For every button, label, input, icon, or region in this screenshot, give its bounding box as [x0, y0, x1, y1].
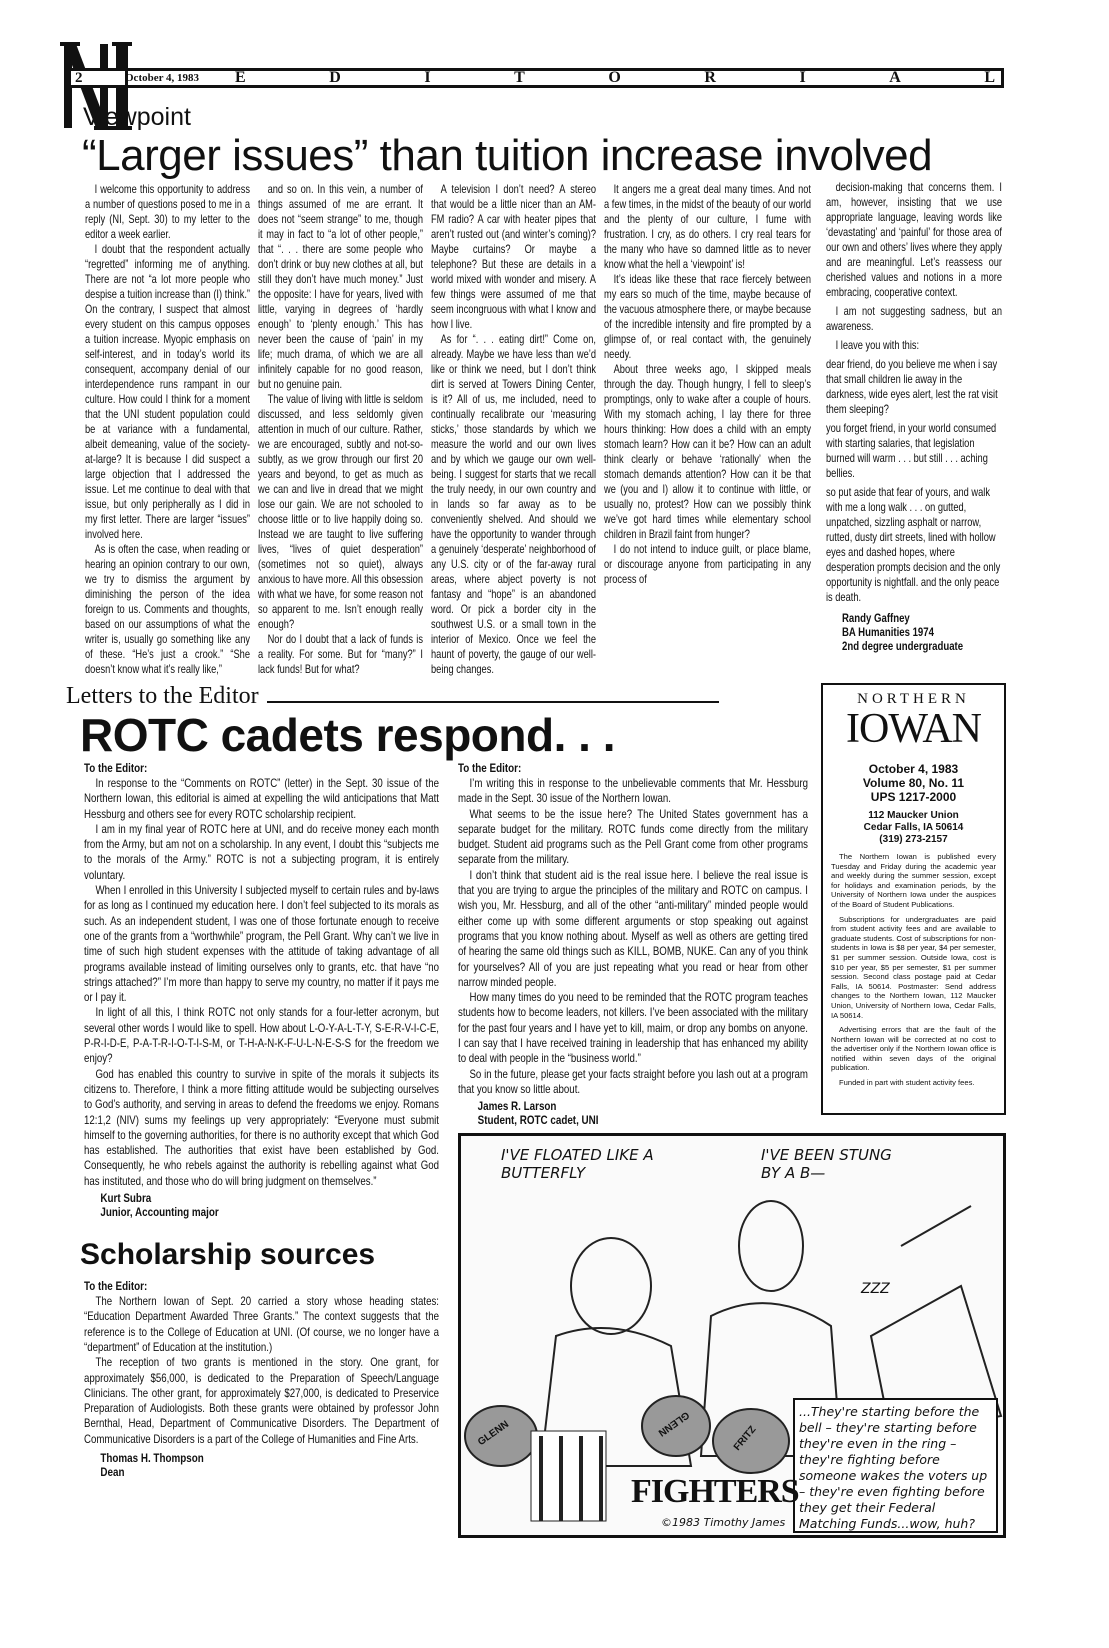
- letter-2: [458, 761, 808, 1127]
- paragraph: Advertising errors that are the fault of the Northern Iowan will be corrected at no cost to the advertiser only if the Northern Iowan office is notified within seven days of the original publication.: [831, 1025, 996, 1073]
- section-letter: I: [424, 69, 431, 86]
- salutation: To the Editor:: [458, 761, 522, 775]
- glove-label: FRITZ: [731, 1424, 759, 1454]
- paragraph: I doubt that the respondent actually “regretted” informing me of anything. There are not “a lot more people who despise a tuition increase than (I) think.” On the contrary, I suspect that almost every student on this campus opposes a tuition increase. Myopic emphasis on self-interest, and in today’s world its consequent, accompany denial of our interdependence runs rampant in our culture. How could I think for a moment that the UNI student population could be at variance with a fundamental, albeit demeaning, value of the society-at-large? It is because I did suspect a large objection that I addressed the issue. Let me continue to deal with that issue, but only peripherally as I did in my first letter. There are larger “issues” involved here.: [85, 243, 250, 541]
- paragraph: The Northern Iowan of Sept. 20 carried a story whose heading states: “Education Department Awarded Three Grants.” The context suggests that the reference is to the College of Education at UNI. (Of course, we no longer have a “department” of Education at the institution.): [84, 1294, 439, 1354]
- paragraph: A television I don’t need? A stereo that would be a little nicer than an AM-FM radio? A car with heater pipes that aren’t rusted out (and winter’s coming)? Maybe curtains? Or maybe a telephone? But these are details in a world mixed with wonder and misery. A few things were assumed of me that seem incongruous with what I know and how I live.: [431, 183, 596, 331]
- signature-name: James R. Larson: [477, 1099, 557, 1114]
- cartoon-caption: ...They're starting before the bell – they're starting before they're even in the ring – they're fighting before someone wakes the voters up – they're even fighting before they get their Federal Matching Funds...wow, huh?: [793, 1398, 998, 1533]
- paragraph: so put aside that fear of yours, and walk with me a long walk . . . on gutted, unpatched, sizzling asphalt or narrow, rutted, dusty dirt streets, lined with hollow eyes and dashed hopes, where desperation prompts decision and the only opportunity is nightfall. and the only peace is death.: [826, 486, 1001, 604]
- paragraph: God has enabled this country to survive in spite of the morals it subjects its citizens to. Therefore, I think a more fitting attitude would be subjecting ourselves to God’s authority, and serving in areas to defend the freedoms we enjoy. Romans 12:1,2 (NIV) sums my feelings up very appropriately: “Everyone must submit himself to the governing authorities, for there is no authority except that which God has established. The authorities that exist have been established by God. Consequently, he who rebels against the authority is rebelling against what God has instituted, and those who do will bring judgment on themselves.”: [84, 1066, 439, 1188]
- viewpoint-kicker: Viewpoint: [83, 103, 191, 131]
- paragraph: I don’t think that student aid is the real issue here. I believe the real issue is that you are trying to argue the principles of the military and ROTC on campus. I wish you, Mr. Hessburg, and all of the other “anti-military” minded people would either come up with some different arguments or stop speaking out against programs that you know nothing about. Myself as well as others are getting tired of hearing the same old things such as KILL, BOMB, NUKE. Can any of you think for yourselves? All of you are just repeating what you read or hear from other narrow minded people.: [458, 867, 808, 989]
- section-bar: [68, 68, 1004, 88]
- article-column-1: [85, 182, 250, 677]
- section-letter: I: [799, 69, 806, 86]
- page-body: [0, 182, 1109, 1538]
- signature-title: Junior, Accounting major: [100, 1205, 219, 1220]
- paragraph: When I enrolled in this University I subjected myself to certain rules and by-laws for as long as I continued my education here. I don’t feel subjected to its morals as such. As an independent student, I was one of those fortunate enough to receive one of the grants from a “worthwhile” program, the Pell Grant. Why can’t we live in time of such high student expenses with the attitude of taking advantage of all programs available instead of limiting ourselves only to grants, etc. that have “no strings attached?” I’m more than happy to serve my country, no matter if it pays me or I pay it.: [84, 883, 439, 1005]
- section-letter: A: [889, 69, 901, 86]
- masthead-box: [821, 683, 1006, 1115]
- section-name: [235, 69, 1001, 87]
- page-number: 2: [71, 71, 125, 85]
- section-letter: O: [608, 69, 621, 86]
- masthead-date: October 4, 1983: [868, 762, 959, 776]
- viewpoint-headline: “Larger issues” than tuition increase involved: [82, 131, 933, 180]
- speech-balloon-right: I'VE BEEN STUNG BY A B—: [761, 1146, 892, 1183]
- article-column-4: [604, 182, 811, 587]
- signature: [84, 1451, 439, 1479]
- article-column-2: [258, 182, 423, 677]
- article-column-3: [431, 182, 596, 677]
- salutation: To the Editor:: [84, 761, 148, 775]
- masthead-info: [831, 762, 996, 804]
- section-letter: E: [235, 69, 246, 86]
- glove-label: GLENN: [476, 1419, 511, 1449]
- masthead-fine-print: [831, 852, 996, 1088]
- paragraph: About three weeks ago, I skipped meals through the day. Though hungry, I fell to sleep’s promptings, only to wake after a couple of hours. With my stomach aching, I lay there for three hours thinking: How does a child with an empty stomach learn? How can it be? How can an adult think clearly or behave ‘rationally’ when the stomach demands attention? How can it be that we (you and I) allow it to continue with little, or usually no, protest? How can we possibly think we’ve got hard times while elementary school children in Brazil faint from hunger?: [604, 363, 811, 541]
- letters-right-column: [458, 691, 1006, 1538]
- paragraph: Nor do I doubt that a lack of funds is a reality. For some. But for “many?” I lack funds! But for what?: [258, 633, 423, 676]
- viewpoint-article: [85, 182, 1109, 677]
- paragraph: I do not intend to induce guilt, or place blame, or discourage anyone from participating in any process of: [604, 543, 811, 586]
- paragraph: and so on. In this vein, a number of things assumed of me are errant. It does not “seem strange” to me, though it may in fact to “a lot of other people,” that “. . . there are some people who don’t drink or buy new clothes at all, but still they don’t have much money.” Just the opposite: I have for years, lived with little, varying in degrees of ‘hardly enough’ to ‘plenty enough.’ This has never been the cause of ‘pain’ in my life; much drama, of which we are all infinitely capable for no good reason, but no genuine pain.: [258, 183, 423, 391]
- section-letter: L: [984, 69, 995, 86]
- letters-section-title: Letters to the Editor: [66, 683, 259, 709]
- paragraph: I’m writing this in response to the unbelievable comments that Mr. Hessburg made in the Sept. 30 issue of the Northern Iowan.: [458, 776, 808, 806]
- section-letter: R: [704, 69, 716, 86]
- paragraph: It angers me a great deal many times. And not a few times, in the midst of the beauty of our world and the plenty of our culture, I fume with frustration. I cry, as do others. I cry real tears for the many who have so damned little as to never know what the hell a ‘viewpoint’ is!: [604, 183, 811, 271]
- paragraph: Funded in part with student activity fees.: [839, 1078, 975, 1088]
- article-column-5: [826, 176, 1002, 653]
- editorial-cartoon: [458, 1133, 1006, 1538]
- divider: [267, 701, 719, 703]
- masthead-name-top: NORTHERN: [857, 691, 970, 707]
- paragraph: you forget friend, in your world consumed with starting salaries, that legislation burned will warm . . . but still . . . aching bellies.: [826, 422, 997, 480]
- scholarship-headline: Scholarship sources: [80, 1238, 376, 1272]
- glove-label: GLENN: [656, 1409, 691, 1439]
- paragraph: So in the future, please get your facts straight before you lash out at a program that you know so little about.: [458, 1066, 808, 1096]
- masthead-ups: UPS 1217-2000: [870, 790, 957, 804]
- paragraph: In light of all this, I think ROTC not only stands for a four-letter acronym, but several other words I would like to spell. How about L-O-Y-A-L-T-Y, S-E-R-V-I-C-E, P-R-I-D-E, P-A-T-R-I-O-T-I-S-M, or T-H-A-N-K-F-U-L-N-E-S-S for the freedom we enjoy?: [84, 1005, 439, 1066]
- paragraph: As for “. . . eating dirt!” Come on, already. Maybe we have less than we’d like or think we need, but I don’t think dirt is served at Towers Dining Center, is it? All of us, me included, need to continually recalibrate our ‘measuring sticks,’ those standards by which we measure the world and our own lives and by which we gauge our own well-being. I suggest for starts that we recall the truly needy, in our own country and in lands so far away as to be conveniently shelved. And should we have the opportunity to wander through a genuinely ‘desperate’ neighborhood of any U.S. city or of the far-away rural areas, where abject poverty is not fantasy and “hope” is an abandoned word. Or pick a border city in the southwest U.S. or a small town in the interior of Mexico. Once we feel the haunt of poverty, the gauge of our well-being changes.: [431, 333, 596, 676]
- snore-text: ZZZ: [861, 1281, 890, 1298]
- signature-name: Thomas H. Thompson: [100, 1450, 204, 1465]
- section-letter: D: [329, 69, 341, 86]
- rotc-headline: ROTC cadets respond. . .: [80, 709, 615, 761]
- letter-1: [84, 761, 439, 1219]
- paragraph: I am not suggesting sadness, but an awareness.: [826, 305, 1002, 333]
- paragraph: I leave you with this:: [835, 339, 920, 352]
- speech-balloon-left: I'VE FLOATED LIKE A BUTTERFLY: [501, 1146, 654, 1183]
- paragraph: What seems to be the issue here? The United States government has a separate budget for the military. ROTC funds come directly from the military budget. Student aid programs such as the Pell Grant come from other programs separate from the military.: [458, 806, 808, 867]
- paragraph: As is often the case, when reading or hearing an opinion contrary to our own, we try to dismiss the argument by diminishing the person of the idea foreign to us. Comments and thoughts, based on our assumptions of what the writer is, usually go something like any of these. “He’s just a crook.” “She doesn’t know what it’s really like,”: [85, 543, 250, 676]
- cartoon-credit: ©1983 Timothy James: [661, 1516, 786, 1530]
- salutation: To the Editor:: [84, 1279, 148, 1294]
- paragraph: The reception of two grants is mentioned in the story. One grant, for approximately $56,000, is dedicated to the Preparation of Speech/Language Clinicians. The other grant, for approximately $27,000, is dedicated to Preservice Preparation of Audiologists. Both these grants were obtained by professor John Bernthal, Head, Department of Communicative Disorders. The Department of Communicative Disorders is a part of the College of Humanities and Fine Arts.: [84, 1355, 439, 1446]
- paragraph: It’s ideas like these that race fiercely between my ears so much of the time, maybe because of the vacuous atmosphere there, or maybe because of the incredible intensity and fire prompted by a glimpse of, or real contact with, the genuinely needy.: [604, 273, 811, 361]
- paragraph: The value of living with little is seldom discussed, and less seldomly given attention in much of our culture. Rather, we are encouraged, subtly and not-so-subtly, as we grow through our first 20 years and beyond, to get as much as we can and live in dread that we might lose our gain. We are not schooled to choose little or to live happily doing so. Instead we are taught to live suffering lives, “lives of quiet desperation” (sometimes not so quiet), always anxious to have more. All this obsession with what we have, for some reason not so apparent to me. Isn’t enough really enough?: [258, 393, 423, 631]
- signature-name: Kurt Subra: [100, 1191, 152, 1206]
- letters-area: [66, 683, 1006, 1538]
- address-line: Cedar Falls, IA 50614: [863, 822, 964, 833]
- paragraph: decision-making that concerns them. I am, however, insisting that we use appropriate language, leaving words like ‘devastating’ and ‘painful’ for those area of our own and others’ lives where they apply and are meaningful. Let’s reassess our cherished values and notions in a more embracing, cooperative context.: [826, 181, 1002, 299]
- signature-title: Dean: [100, 1464, 125, 1479]
- paragraph: dear friend, do you believe me when i say that small children lie away in the darkness, wide eyes alert, lest the rat visit them sleeping?: [826, 358, 998, 416]
- letters-left-column: [80, 761, 439, 1479]
- signature-name: Randy Gaffney: [842, 611, 910, 625]
- masthead-name-bottom: IOWAN: [846, 706, 981, 752]
- scholarship-letter: [84, 1279, 439, 1479]
- signature-title: BA Humanities 1974: [842, 625, 934, 639]
- signature: [826, 611, 1002, 653]
- paragraph: The Northern Iowan is published every Tuesday and Friday during the academic year and weekly during the summer session, except for holidays and examination periods, by the University of Northern Iowa under the auspices of the Board of Student Publications.: [831, 852, 996, 909]
- signature: [458, 1099, 808, 1127]
- paragraph: How many times do you need to be reminded that the ROTC program teaches students how to become leaders, not killers. I’ve been associated with the military for the past four years and I have yet to kill, maim, or drop any bombs on anyone. I can say that I have received training in leadership that has enhanced my ability to deal with people in the “business world.”: [458, 990, 808, 1066]
- signature: [84, 1191, 439, 1219]
- signature-title: 2nd degree undergraduate: [842, 639, 964, 653]
- paragraph: I am in my final year of ROTC here at UNI, and do receive money each month from the Army, but am not on a scholarship. In any event, I doubt this “subjects me to the morals of the Army.” ROTC is not a subjecting program, it is entirely voluntary.: [84, 821, 439, 882]
- cartoon-title: FIGHTERS: [631, 1473, 799, 1511]
- address-line: 112 Maucker Union: [868, 810, 959, 821]
- issue-date: October 4, 1983: [125, 72, 200, 84]
- phone: (319) 273-2157: [879, 834, 948, 845]
- paragraph: In response to the “Comments on ROTC” (letter) in the Sept. 30 issue of the Northern Iowan, this editorial is aimed at expelling the wild anticipations that Matt Hessburg and others see for every ROTC scholarship recipient.: [84, 776, 439, 821]
- letters-section: [66, 683, 1109, 1538]
- masthead-address: [831, 810, 996, 846]
- paragraph: Subscriptions for undergraduates are paid from student activity fees and are available to graduate students. Cost of subscriptions for non-students in Iowa is $8 per year, $4 per semester, $1 per summer session. Outside Iowa, cost is $10 per year, $5 per semester, $1 per summer session. Second class postage paid at Cedar Falls, IA 50614. Postmaster: Send address changes to the Northern Iowan, 112 Maucker Union, University of Northern Iowa, Cedar Falls, IA 50614.: [831, 914, 996, 1020]
- paragraph: I welcome this opportunity to address a number of questions posed to me in a reply (NI, Sept. 30) to my letter to the editor a week earlier.: [85, 183, 250, 241]
- masthead-volume: Volume 80, No. 11: [862, 776, 965, 790]
- section-letter: T: [514, 69, 525, 86]
- signature-title: Student, ROTC cadet, UNI: [477, 1113, 599, 1128]
